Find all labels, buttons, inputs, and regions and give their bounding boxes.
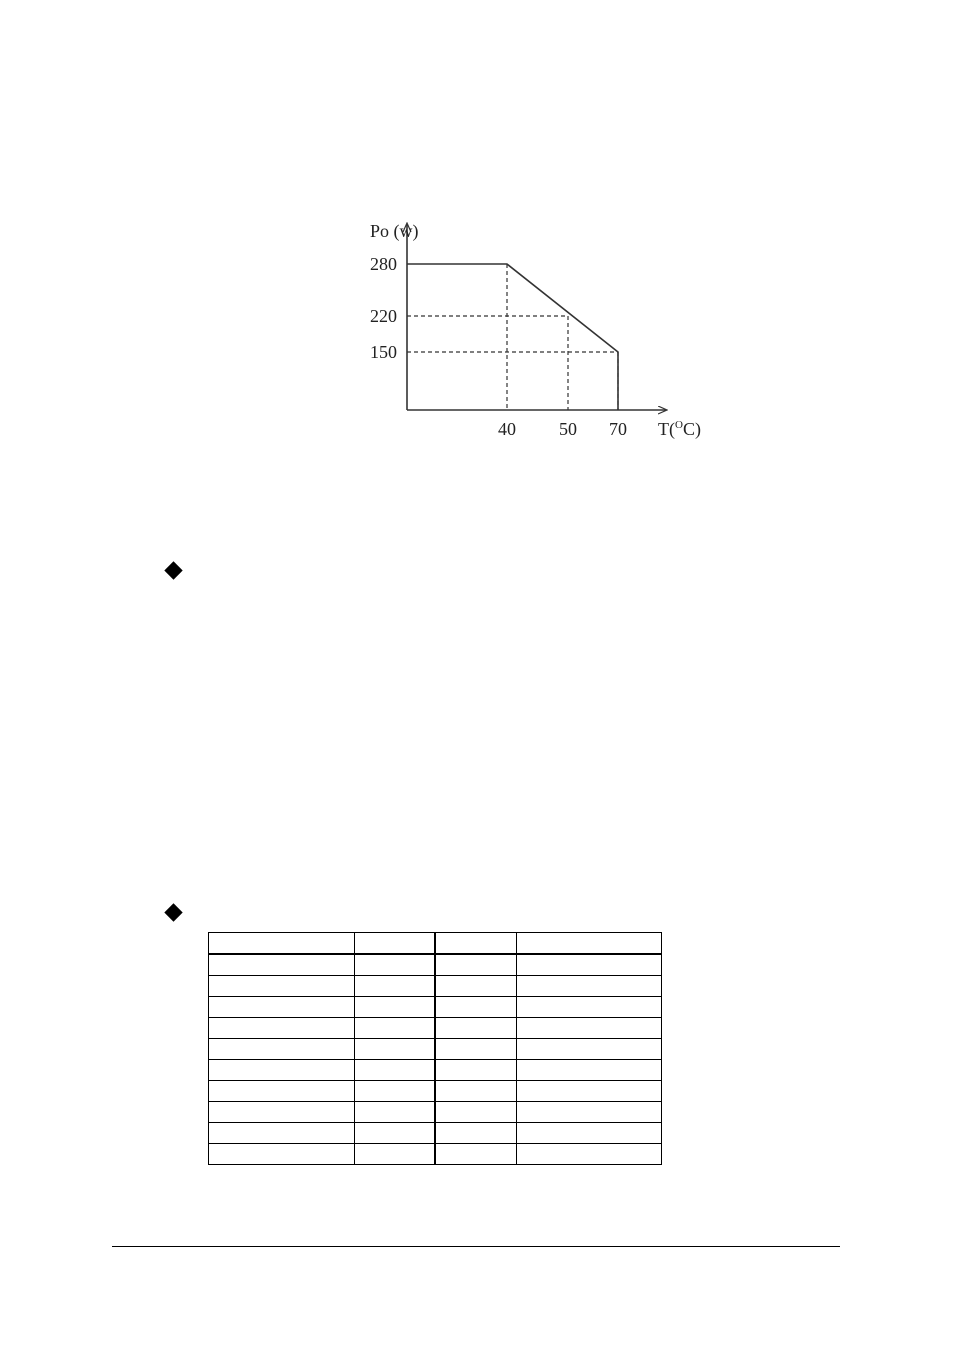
table-cell [517,1123,662,1144]
table-cell [355,1102,436,1123]
table-cell [355,1039,436,1060]
derating-curve [407,264,618,410]
table-cell [435,1144,517,1165]
table-row [209,1123,662,1144]
table-cell [209,954,355,976]
table-cell [209,997,355,1018]
table-cell [209,1018,355,1039]
table-cell [209,933,355,955]
diamond-bullet-icon [164,903,182,921]
table-cell [517,1081,662,1102]
x-tick-label: 40 [498,419,516,439]
table-row [209,976,662,997]
table-cell [517,1144,662,1165]
table-cell [209,1144,355,1165]
x-tick-label: 50 [559,419,577,439]
table-cell [435,997,517,1018]
table-cell [435,1039,517,1060]
x-axis-label: T($^O$C) [658,419,701,439]
table-cell [355,1081,436,1102]
diamond-bullet-icon [164,561,182,579]
table-cell [209,1060,355,1081]
table-row [209,1144,662,1165]
table-cell [435,976,517,997]
table-cell [517,1102,662,1123]
table-cell [355,954,436,976]
table-cell [209,1039,355,1060]
table-cell [435,1081,517,1102]
table-row [209,1081,662,1102]
table-cell [517,954,662,976]
table-cell [517,1060,662,1081]
table-cell [355,997,436,1018]
table-cell [355,1144,436,1165]
table-row [209,1039,662,1060]
table-cell [517,1039,662,1060]
x-tick-label: 70 [609,419,627,439]
spec-table [208,932,662,1165]
table-cell [517,1018,662,1039]
table-cell [435,933,517,955]
table-row [209,1018,662,1039]
table-cell [517,933,662,955]
table-row [209,1060,662,1081]
table-cell [435,1018,517,1039]
table-cell [355,1123,436,1144]
table-cell [355,1060,436,1081]
table-cell [435,1060,517,1081]
y-axis-label: Po (w) [370,221,419,241]
table-row [209,954,662,976]
table-cell [517,976,662,997]
table-cell [355,976,436,997]
table-row [209,1102,662,1123]
guide-lines [407,264,618,410]
table-cell [355,1018,436,1039]
y-tick-label: 150 [370,342,397,362]
table-cell [435,954,517,976]
table-cell [209,1123,355,1144]
y-tick-label: 280 [370,254,397,274]
y-tick-label: 220 [370,306,397,326]
table-cell [209,976,355,997]
table-cell [517,997,662,1018]
table-row [209,933,662,955]
table-cell [209,1102,355,1123]
table-cell [435,1123,517,1144]
table-cell [435,1102,517,1123]
footer-rule [112,1246,840,1247]
table-row [209,997,662,1018]
derating-chart [330,210,720,480]
table-cell [209,1081,355,1102]
table-cell [355,933,436,955]
